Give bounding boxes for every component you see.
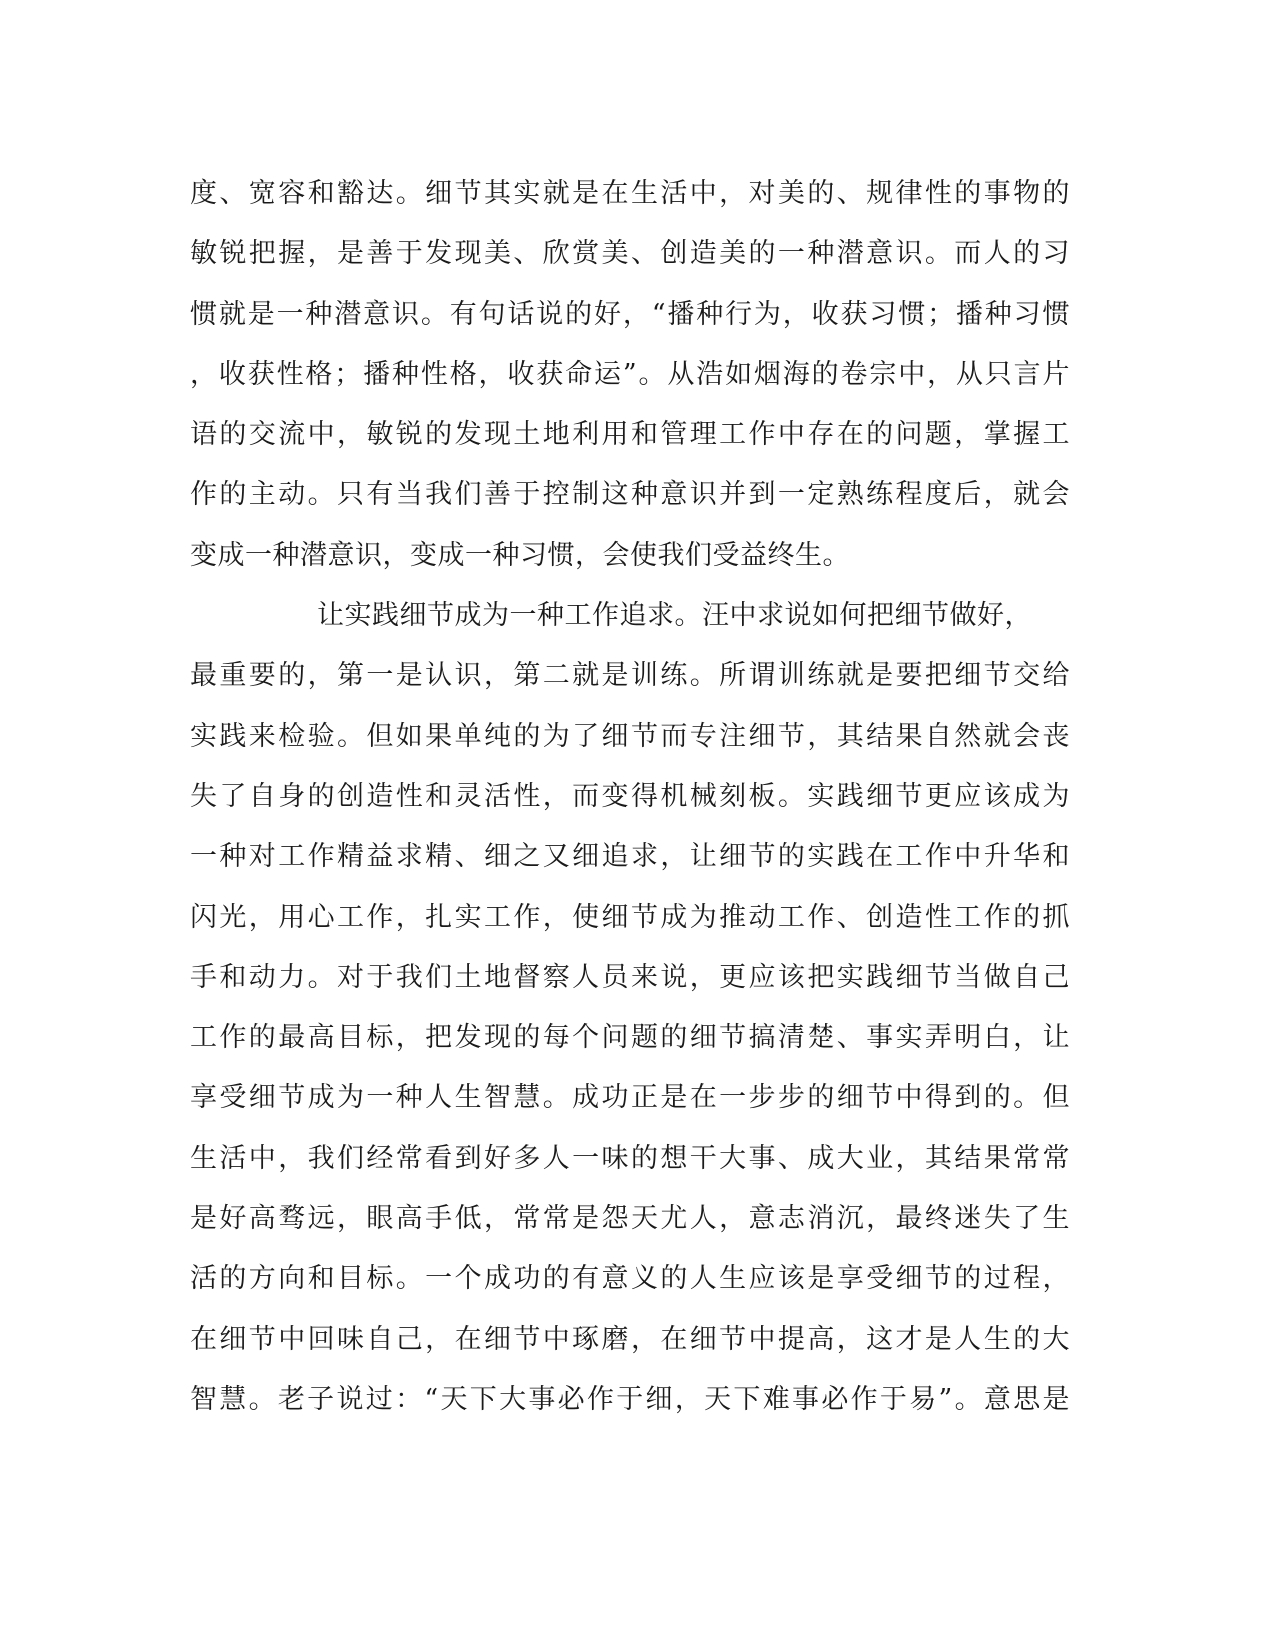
text-line: 在细节中回味自己，在细节中琢磨，在细节中提高，这才是人生的大 (190, 1323, 1070, 1355)
text-line: 一种对工作精益求精、细之又细追求，让细节的实践在工作中升华和 (190, 841, 1070, 873)
text-line: 活的方向和目标。一个成功的有意义的人生应该是享受细节的过程， (190, 1263, 1070, 1295)
text-line: 最重要的，第一是认识，第二就是训练。所谓训练就是要把细节交给 (190, 660, 1070, 692)
text-line: 惯就是一种潜意识。有句话说的好，“播种行为，收获习惯；播种习惯 (190, 298, 1070, 330)
text-line: 智慧。老子说过：“天下大事必作于细，天下难事必作于易”。意思是 (190, 1383, 1070, 1415)
text-line: 工作的最高目标，把发现的每个问题的细节搞清楚、事实弄明白，让 (190, 1022, 1070, 1054)
text-line: 手和动力。对于我们土地督察人员来说，更应该把实践细节当做自己 (190, 961, 1070, 993)
text-line: 是好高骛远，眼高手低，常常是怨天尤人，意志消沉，最终迷失了生 (190, 1203, 1070, 1235)
text-line: 失了自身的创造性和灵活性，而变得机械刻板。实践细节更应该成为 (190, 780, 1070, 812)
text-line: 变成一种潜意识，变成一种习惯，会使我们受益终生。 (190, 539, 850, 571)
text-line: ，收获性格；播种性格，收获命运”。从浩如烟海的卷宗中，从只言片 (190, 358, 1070, 390)
text-line: 语的交流中，敏锐的发现土地利用和管理工作中存在的问题，掌握工 (190, 419, 1070, 451)
text-line: 享受细节成为一种人生智慧。成功正是在一步步的细节中得到的。但 (190, 1082, 1070, 1114)
text-line: 生活中，我们经常看到好多人一味的想干大事、成大业，其结果常常 (190, 1142, 1070, 1174)
text-line: 敏锐把握，是善于发现美、欣赏美、创造美的一种潜意识。而人的习 (190, 238, 1070, 270)
body-text (190, 164, 1070, 1430)
text-line: 作的主动。只有当我们善于控制这种意识并到一定熟练程度后，就会 (190, 479, 1070, 511)
text-line: 闪光，用心工作，扎实工作，使细节成为推动工作、创造性工作的抓 (190, 901, 1070, 933)
text-line: 度、宽容和豁达。细节其实就是在生活中，对美的、规律性的事物的 (190, 178, 1070, 209)
paragraph-first-line: 让实践细节成为一种工作追求。汪中求说如何把细节做好， (317, 600, 1032, 632)
text-line: 实践来检验。但如果单纯的为了细节而专注细节，其结果自然就会丧 (190, 720, 1070, 752)
